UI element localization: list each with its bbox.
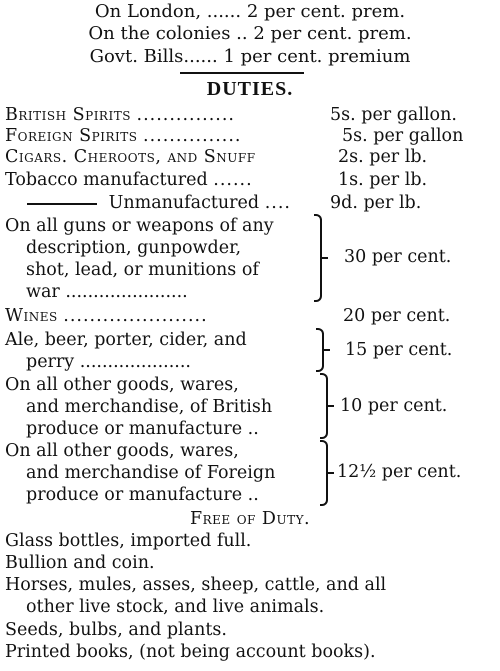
duty-rate-foreign-goods: 12½ per cent. (337, 462, 462, 482)
free-item-live-stock: Horses, mules, asses, sheep, cattle, and all (5, 575, 387, 595)
duty-label: Tobacco manufactured (5, 170, 208, 190)
leader-dots: ............... (143, 126, 242, 146)
exchange-colonies: On the colonies .. 2 per cent. prem. (88, 23, 412, 44)
duty-label: Foreign Spirits (5, 126, 138, 146)
guns-brace (314, 214, 322, 302)
duty-row-wines (5, 306, 208, 326)
british-goods-brace (320, 373, 328, 439)
duty-rate-foreign-spirits: 5s. per gallon (342, 126, 464, 146)
british-goods-line-1: On all other goods, wares, (5, 375, 239, 395)
duty-row-british-spirits (5, 105, 235, 125)
duty-rate-tobacco-manufactured: 1s. per lb. (338, 170, 428, 190)
ditto-dash (27, 203, 97, 205)
free-item-glass: Glass bottles, imported full. (5, 531, 252, 551)
duty-row-foreign-spirits (5, 126, 242, 146)
free-of-duty-heading: Free of Duty. (189, 509, 311, 529)
duty-label: Unmanufactured (108, 193, 260, 213)
ale-line-1: Ale, beer, porter, cider, and (5, 330, 247, 350)
ale-line-2: perry .................... (26, 352, 191, 372)
duty-rate-wines: 20 per cent. (343, 306, 451, 326)
leader-dots: ...................... (63, 306, 208, 326)
foreign-goods-brace-tip (328, 472, 334, 474)
foreign-goods-brace (320, 440, 328, 506)
guns-line-1: On all guns or weapons of any (5, 216, 274, 236)
duty-label: British Spirits (5, 105, 131, 125)
duty-label: Cigars. Cheroots, and Snuff (5, 147, 256, 167)
duty-rate-guns: 30 per cent. (344, 247, 452, 267)
free-item-bullion: Bullion and coin. (5, 553, 155, 573)
free-item-live-stock-cont: other live stock, and live animals. (26, 597, 325, 617)
section-divider (180, 72, 304, 74)
duty-row-tobacco-manufactured (5, 170, 253, 190)
duty-rate-british-spirits: 5s. per gallon. (330, 105, 457, 125)
british-goods-line-2: and merchandise, of British (26, 397, 273, 417)
duty-label: Wines (5, 306, 58, 326)
exchange-london: On London, ...... 2 per cent. prem. (94, 1, 406, 22)
foreign-goods-line-1: On all other goods, wares, (5, 441, 239, 461)
duty-row-tobacco-unmanufactured (5, 193, 291, 213)
duty-rate-cigars: 2s. per lb. (338, 147, 428, 167)
duties-heading: DUTIES. (206, 78, 294, 100)
exchange-govt-bills: Govt. Bills...... 1 per cent. premium (89, 46, 411, 67)
guns-brace-tip (322, 257, 328, 259)
free-item-books: Printed books, (not being account books). (5, 642, 376, 662)
duty-rate-ale: 15 per cent. (345, 340, 453, 360)
ale-brace (316, 328, 324, 372)
ale-brace-tip (324, 349, 330, 351)
free-item-seeds: Seeds, bulbs, and plants. (5, 620, 227, 640)
foreign-goods-line-3: produce or manufacture .. (26, 485, 259, 505)
guns-line-4: war ...................... (26, 282, 188, 302)
guns-line-3: shot, lead, or munitions of (26, 260, 259, 280)
british-goods-line-3: produce or manufacture .. (26, 419, 259, 439)
leader-dots: .... (264, 193, 291, 213)
duty-row-cigars (5, 147, 256, 167)
foreign-goods-line-2: and merchandise of Foreign (26, 463, 276, 483)
guns-line-2: description, gunpowder, (26, 238, 242, 258)
leader-dots: ............... (136, 105, 235, 125)
british-goods-brace-tip (328, 405, 334, 407)
duty-rate-british-goods: 10 per cent. (340, 396, 448, 416)
duty-rate-tobacco-unmanufactured: 9d. per lb. (330, 193, 422, 213)
leader-dots: ...... (213, 170, 253, 190)
